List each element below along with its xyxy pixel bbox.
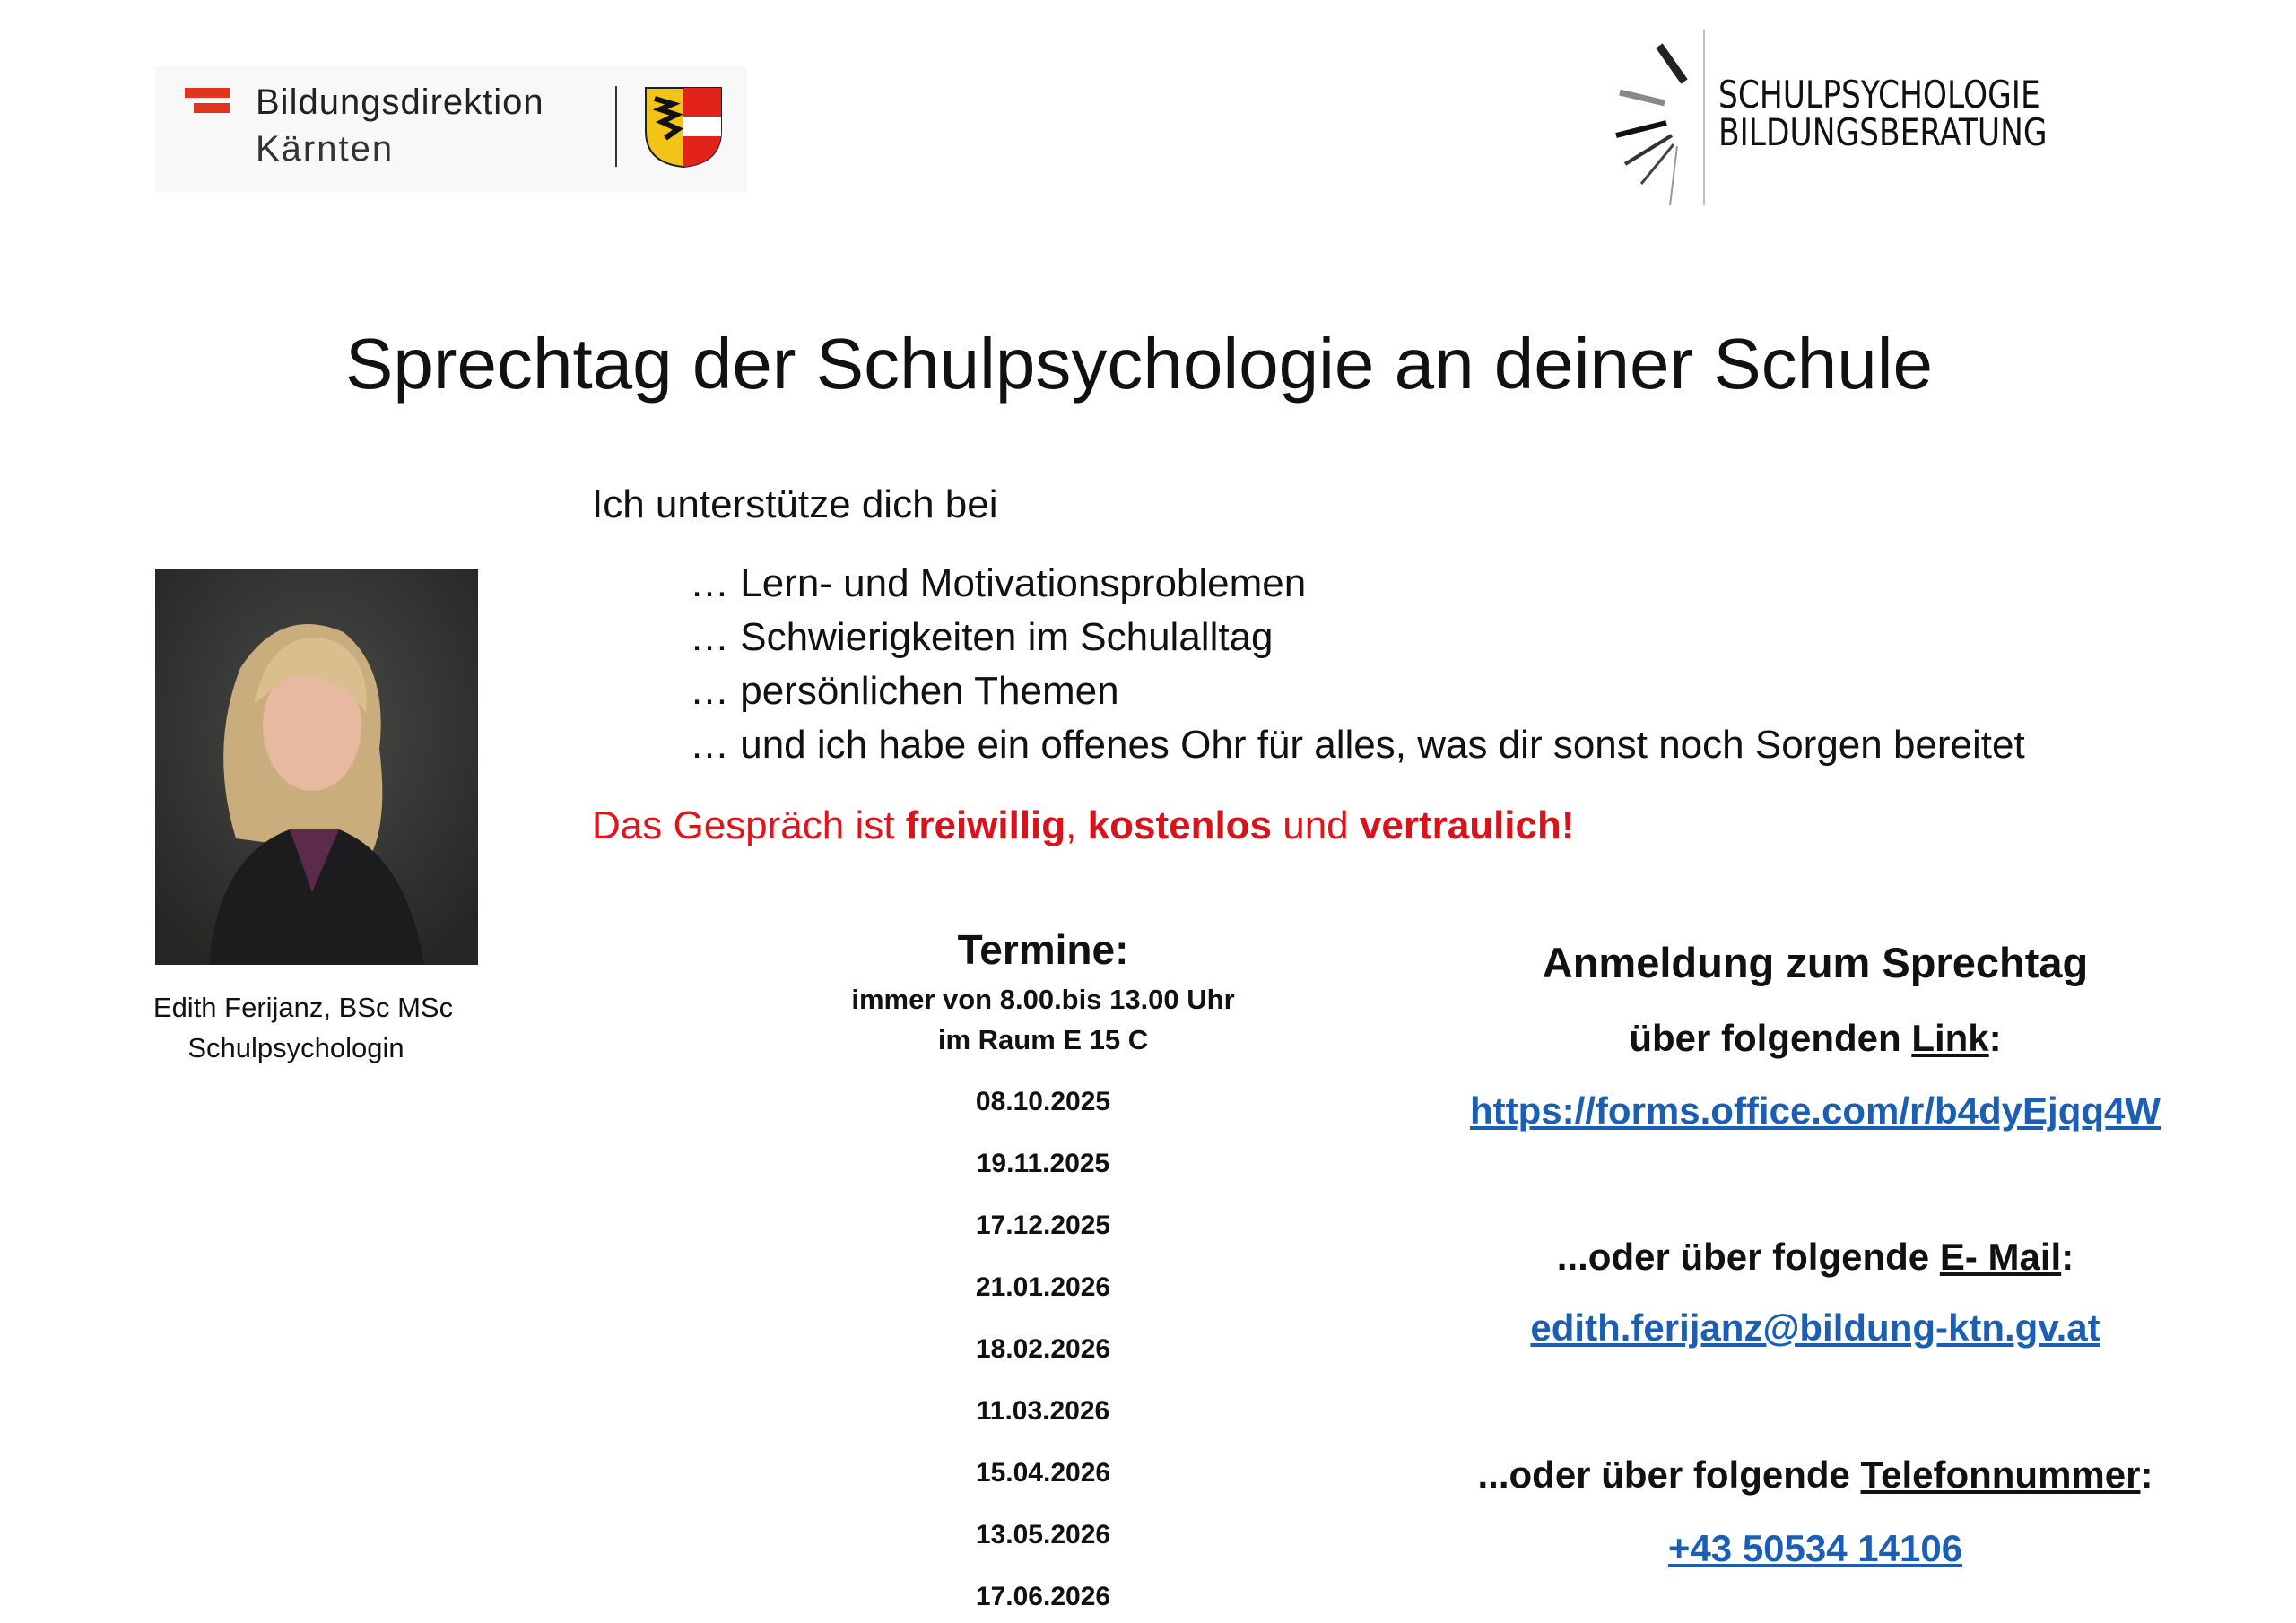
date-item: 18.02.2026 — [975, 1334, 1111, 1364]
topic-item: … persönlichen Themen — [690, 669, 1119, 713]
notice-kostenlos: kostenlos — [1087, 803, 1273, 847]
page-title: Sprechtag der Schulpsychologie an deiner Schule — [344, 324, 1934, 404]
bildungsdirektion-logo — [155, 66, 747, 192]
email-word: E- Mail — [1939, 1236, 2062, 1278]
notice-text — [592, 803, 1575, 848]
anmeldung-heading: Anmeldung zum Sprechtag — [1542, 939, 2089, 986]
carinthia-crest-icon — [644, 86, 723, 169]
date-item: 15.04.2026 — [975, 1458, 1111, 1488]
topic-item: … Lern- und Motivationsproblemen — [690, 561, 1307, 605]
phone-word: Telefonnummer — [1860, 1454, 2141, 1496]
schulpsychologie-logo — [1613, 30, 2133, 209]
link-prefix: über folgenden — [1629, 1017, 1912, 1059]
logo-name: Bildungsdirektion — [256, 82, 544, 122]
email-label — [1557, 1236, 2074, 1279]
registration-url-link[interactable]: https://forms.office.com/r/b4dyEjqq4W — [1469, 1089, 2161, 1132]
phone-prefix: ...oder über folgende — [1477, 1454, 1861, 1496]
logo-text — [1718, 73, 2048, 154]
date-item: 08.10.2025 — [975, 1087, 1111, 1116]
topic-item: … und ich habe ein offenes Ohr für alles, was dir sonst noch Sorgen bereitet — [690, 723, 2025, 767]
email-prefix: ...oder über folgende — [1556, 1236, 1940, 1278]
colon: : — [1988, 1017, 2002, 1059]
notice-sep: , — [1065, 803, 1088, 847]
date-item: 21.01.2026 — [975, 1272, 1111, 1302]
logo-region: Kärnten — [256, 129, 395, 169]
austria-flag-icon — [185, 88, 230, 118]
termine-room: im Raum E 15 C — [937, 1024, 1149, 1055]
colon: : — [2061, 1236, 2074, 1278]
link-label — [1629, 1017, 2001, 1060]
sunburst-icon — [1613, 30, 1711, 209]
logo-line2: BILDUNGSBERATUNG — [1718, 110, 2048, 154]
logo-line1: SCHULPSYCHOLOGIE — [1718, 73, 2040, 117]
phone-label — [1478, 1454, 2153, 1497]
date-item: 17.06.2026 — [975, 1582, 1111, 1611]
notice-prefix: Das Gespräch ist — [592, 803, 906, 847]
person-role: Schulpsychologin — [187, 1032, 404, 1063]
notice-vertraulich: vertraulich! — [1359, 803, 1575, 847]
email-link[interactable]: edith.ferijanz@bildung-ktn.gv.at — [1530, 1306, 2100, 1349]
logo-divider — [615, 86, 617, 167]
date-item: 13.05.2026 — [975, 1520, 1111, 1549]
date-item: 11.03.2026 — [976, 1396, 1110, 1426]
colon: : — [2140, 1454, 2153, 1496]
topic-item: … Schwierigkeiten im Schulalltag — [690, 615, 1274, 659]
person-name: Edith Ferijanz, BSc MSc — [152, 992, 454, 1023]
portrait-photo — [155, 569, 478, 965]
notice-freiwillig: freiwillig — [905, 803, 1066, 847]
intro-text: Ich unterstütze dich bei — [592, 482, 998, 526]
date-item: 19.11.2025 — [976, 1149, 1110, 1178]
phone-link[interactable]: +43 50534 14106 — [1667, 1527, 1963, 1569]
termine-heading: Termine: — [957, 926, 1129, 973]
link-word: Link — [1911, 1017, 1989, 1059]
date-item: 17.12.2025 — [975, 1211, 1111, 1240]
notice-sep: und — [1272, 803, 1360, 847]
termine-time: immer von 8.00.bis 13.00 Uhr — [851, 984, 1235, 1015]
